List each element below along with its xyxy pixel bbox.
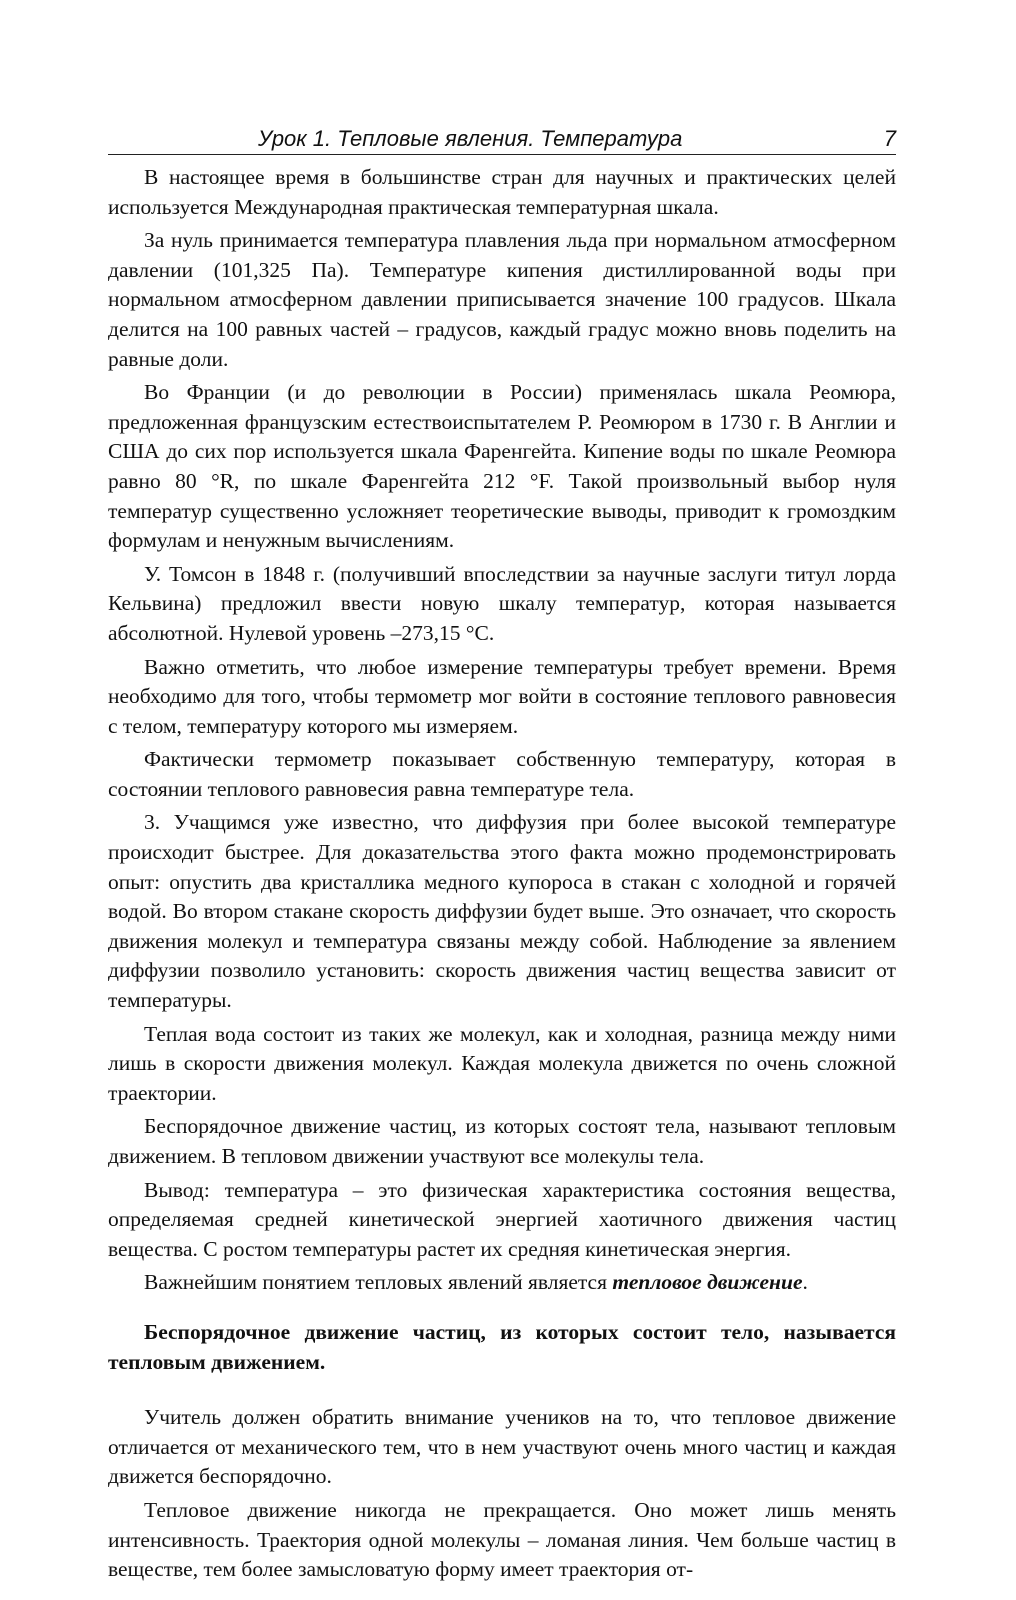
paragraph-5: Важно отметить, что любое измерение температуры требует времени. Время необходимо для того, чтобы термометр мог войти в состояние теплового равновесия с телом, температуру которого мы измеряем. [108, 654, 896, 738]
page-number: 7 [883, 126, 896, 151]
paragraph-10: Вывод: температура – это физическая характеристика состояния вещества, определяемая средней кинетической энергией хаотичного движения частиц вещества. С ростом температуры растет их средняя кинетическая энергия. [108, 1177, 896, 1261]
paragraph-6: Фактически термометр показывает собственную температуру, которая в состоянии теплового равновесия равна температуре тела. [108, 747, 896, 801]
paragraph-12: Тепловое движение никогда не прекращается. Оно может лишь менять интенсивность. Траектория одной молекулы – ломаная линия. Чем больше частиц в веществе, тем более замысловатую форму имеет траектория от- [108, 1497, 896, 1582]
paragraph-11: Учитель должен обратить внимание учеников на то, что тепловое движение отличается от механического тем, что в нем участвуют очень много частиц и каждая движется беспорядочно. [108, 1405, 896, 1489]
running-header [108, 122, 896, 155]
paragraph-8: Теплая вода состоит из таких же молекул, как и холодная, разница между ними лишь в скорости движения молекул. Каждая молекула движется по очень сложной траектории. [108, 1021, 896, 1105]
header-title: Урок 1. Тепловые явления. Температура [258, 126, 683, 151]
paragraph-7: 3. Учащимся уже известно, что диффузия при более высокой температуре происходит быстрее. Для доказательства этого факта можно продемонстрировать опыт: опустить два кристаллика медного купороса в стакан с холодной и горячей водой. Во втором стакане скорость диффузии будет выше. Это означает, что скорость движения молекул и температура связаны между собой. Наблюдение за явлением диффузии позволило установить: скорость движения частиц вещества зависит от температуры. [108, 810, 896, 1013]
key-concept-paragraph [108, 1268, 896, 1298]
definition-block: Беспорядочное движение частиц, из которых состоит тело, называется тепловым движением. [108, 1319, 896, 1374]
paragraph-2: За нуль принимается температура плавления льда при нормальном атмосферном давлении (101,325 Па). Температуре кипения дистиллированной воды при нормальном атмосферном давлении приписывается значение 100 градусов. Шкала делится на 100 равных частей – градусов, каждый градус можно вновь поделить на равные доли. [108, 228, 896, 371]
paragraph-9: Беспорядочное движение частиц, из которых состоят тела, называют тепловым движением. В тепловом движении участвуют все молекулы тела. [108, 1114, 896, 1168]
paragraph-1: В настоящее время в большинстве стран для научных и практических целей используется Международная практическая температурная шкала. [108, 165, 896, 219]
book-page [108, 122, 896, 1589]
key-concept-end: . [802, 1270, 808, 1295]
key-concept-emphasis: тепловое движение [612, 1270, 803, 1295]
paragraph-4: У. Томсон в 1848 г. (получивший впоследствии за научные заслуги титул лорда Кельвина) предложил ввести новую шкалу температур, которая называется абсолютной. Нулевой уровень –273,15 °С. [108, 561, 896, 645]
paragraph-3: Во Франции (и до революции в России) применялась шкала Реомюра, предложенная французским естествоиспытателем Р. Реомюром в 1730 г. В Англии и США до сих пор используется шкала Фаренгейта. Кипение воды по шкале Реомюра равно 80 °R, по шкале Фаренгейта 212 °F. Такой произвольный выбор нуля температур существенно усложняет теоретические выводы, приводит к громоздким формулам и ненужным вычислениям. [108, 380, 896, 553]
key-concept-text: Важнейшим понятием тепловых явлений является [144, 1270, 613, 1295]
